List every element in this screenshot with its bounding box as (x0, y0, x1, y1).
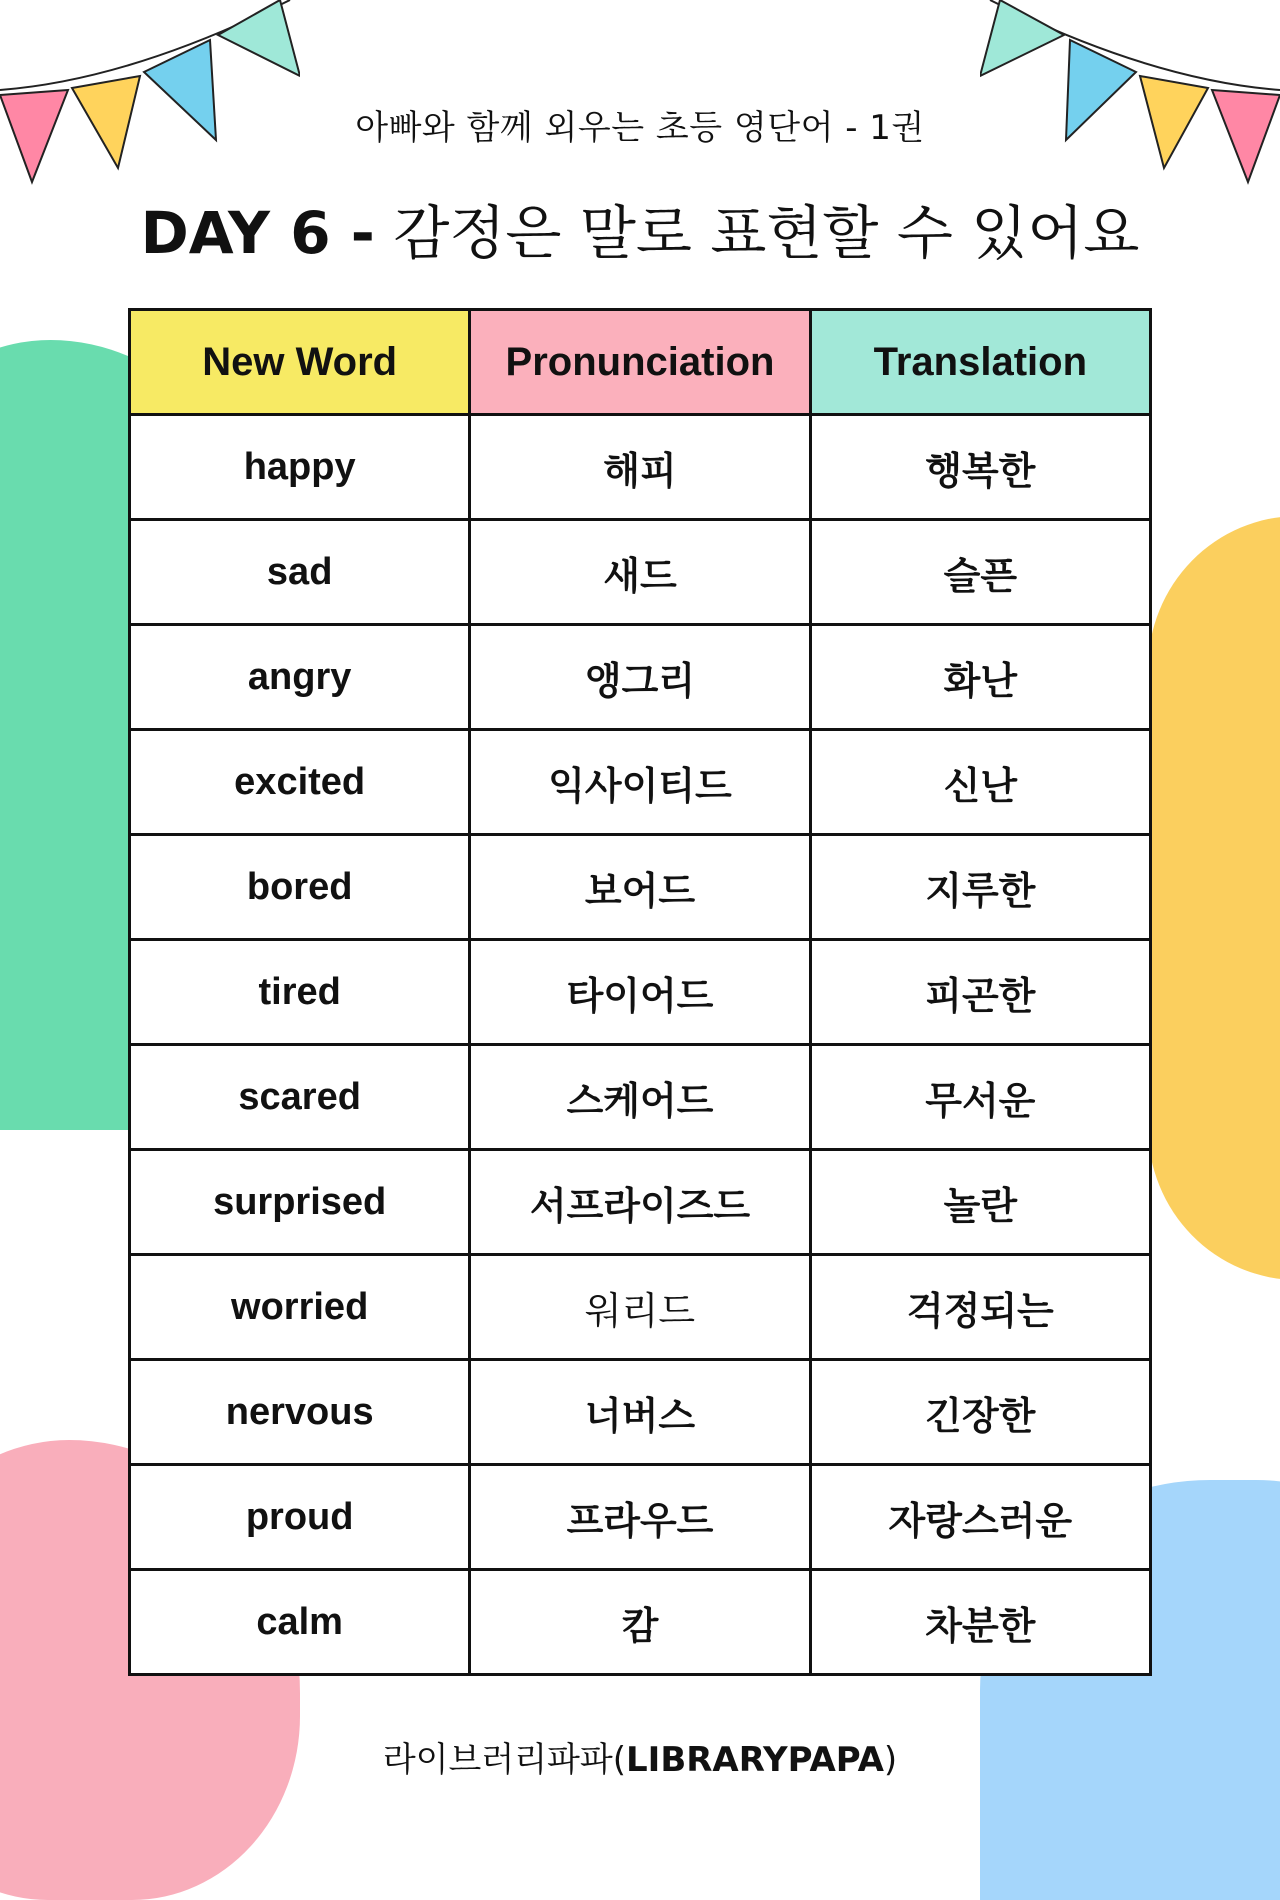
pronunciation-cell: 프라우드 (470, 1465, 810, 1570)
word-cell: scared (130, 1045, 470, 1150)
table-row (130, 1045, 1151, 1150)
table-row (130, 520, 1151, 625)
pronunciation-cell: 너버스 (470, 1360, 810, 1465)
word-cell: excited (130, 730, 470, 835)
word-cell: nervous (130, 1360, 470, 1465)
header-new-word: New Word (130, 310, 470, 415)
word-cell: surprised (130, 1150, 470, 1255)
table-row (130, 1465, 1151, 1570)
table-row (130, 415, 1151, 520)
pronunciation-cell: 앵그리 (470, 625, 810, 730)
day-subtitle: 감정은 말로 표현할 수 있어요 (393, 199, 1140, 267)
word-cell: worried (130, 1255, 470, 1360)
table-row (130, 1570, 1151, 1675)
pronunciation-cell: 스케어드 (470, 1045, 810, 1150)
word-cell: calm (130, 1570, 470, 1675)
translation-cell: 피곤한 (810, 940, 1150, 1045)
translation-cell: 신난 (810, 730, 1150, 835)
translation-cell: 긴장한 (810, 1360, 1150, 1465)
book-title: 아빠와 함께 외우는 초등 영단어 - 1권 (355, 108, 925, 148)
table-row (130, 835, 1151, 940)
translation-cell: 지루한 (810, 835, 1150, 940)
bunting-left-icon (0, 0, 300, 190)
word-cell: happy (130, 415, 470, 520)
translation-cell: 자랑스러운 (810, 1465, 1150, 1570)
table-row (130, 1360, 1151, 1465)
table-row (130, 1255, 1151, 1360)
footer-brand-close: ) (883, 1740, 898, 1780)
footer-brand-korean: 라이브러리파파( (382, 1740, 627, 1780)
table-row (130, 625, 1151, 730)
translation-cell: 무서운 (810, 1045, 1150, 1150)
translation-cell: 차분한 (810, 1570, 1150, 1675)
table-row (130, 940, 1151, 1045)
table-header-row (130, 310, 1151, 415)
header-translation: Translation (810, 310, 1150, 415)
pronunciation-cell: 워리드 (470, 1255, 810, 1360)
day-title (0, 186, 1280, 270)
table-row (130, 730, 1151, 835)
translation-cell: 걱정되는 (810, 1255, 1150, 1360)
footer-brand-english: LIBRARYPAPA (626, 1740, 884, 1780)
header-pronunciation: Pronunciation (470, 310, 810, 415)
pronunciation-cell: 새드 (470, 520, 810, 625)
yellow-blob-decoration (1148, 516, 1280, 1280)
translation-cell: 화난 (810, 625, 1150, 730)
pronunciation-cell: 익사이티드 (470, 730, 810, 835)
word-cell: angry (130, 625, 470, 730)
pronunciation-cell: 보어드 (470, 835, 810, 940)
word-cell: sad (130, 520, 470, 625)
pronunciation-cell: 캄 (470, 1570, 810, 1675)
pronunciation-cell: 해피 (470, 415, 810, 520)
translation-cell: 행복한 (810, 415, 1150, 520)
vocabulary-table (128, 308, 1152, 1676)
pronunciation-cell: 타이어드 (470, 940, 810, 1045)
footer-brand (0, 1732, 1280, 1781)
table-row (130, 1150, 1151, 1255)
day-label: DAY 6 - (140, 199, 375, 267)
bunting-right-icon (980, 0, 1280, 190)
translation-cell: 슬픈 (810, 520, 1150, 625)
pronunciation-cell: 서프라이즈드 (470, 1150, 810, 1255)
word-cell: proud (130, 1465, 470, 1570)
translation-cell: 놀란 (810, 1150, 1150, 1255)
word-cell: tired (130, 940, 470, 1045)
word-cell: bored (130, 835, 470, 940)
